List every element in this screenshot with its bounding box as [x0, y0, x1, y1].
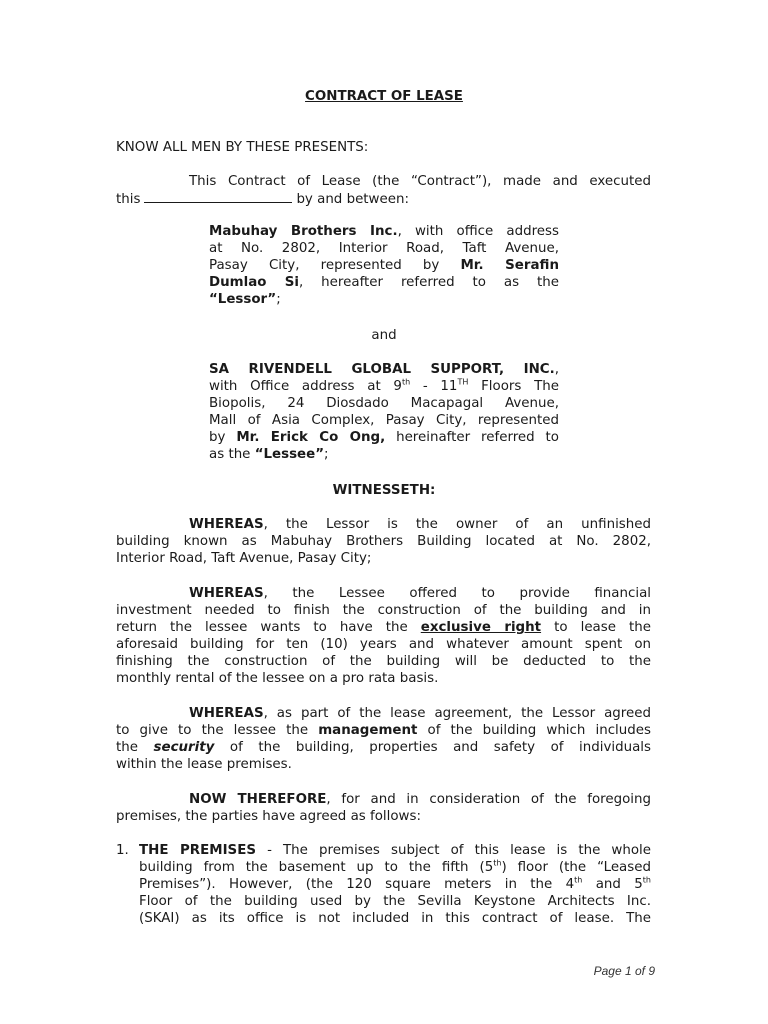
lessor-role: “Lessor” — [209, 292, 277, 307]
opening-line-1: This Contract of Lease (the “Contract”), made and executed — [189, 174, 651, 189]
whereas-3: WHEREAS, as part of the lease agreement, the Lessor agreed to give to the lessee the management of the building which includes the security of the building, properties and safety of individuals within the lease premises. — [116, 706, 652, 772]
exclusive-right-emphasis: exclusive right — [420, 620, 542, 635]
lessee-line-4: Mall of Asia Complex, Pasay City, represented — [209, 413, 559, 428]
opening-this: this — [116, 192, 141, 207]
lessee-line-6: as the “Lessee”; — [209, 447, 329, 462]
lessor-line-5: “Lessor”; — [209, 292, 281, 307]
lessor-line-3: Pasay City, represented by Mr. Serafin — [209, 258, 559, 273]
item-1-number: 1. — [116, 843, 129, 858]
lessee-line-1: SA RIVENDELL GLOBAL SUPPORT, INC., — [209, 362, 559, 377]
lessor-line-4: Dumlao Si, hereafter referred to as the — [209, 275, 559, 290]
document-title: CONTRACT OF LEASE — [305, 89, 463, 104]
and-connector: and — [371, 328, 397, 343]
lessee-name: SA RIVENDELL GLOBAL SUPPORT, INC. — [209, 362, 555, 377]
whereas-2-keyword: WHEREAS — [189, 586, 264, 601]
premises-keyword: THE PREMISES — [139, 843, 256, 858]
lessee-rep: Mr. Erick Co Ong, — [236, 430, 386, 445]
whereas-1-keyword: WHEREAS — [189, 517, 264, 532]
lessor-rep-2: Dumlao Si — [209, 275, 299, 290]
lessor-name: Mabuhay Brothers Inc. — [209, 224, 398, 239]
now-therefore-keyword: NOW THEREFORE — [189, 792, 327, 807]
lessee-line-3: Biopolis, 24 Diosdado Macapagal Avenue, — [209, 396, 559, 411]
opening-line-2 — [116, 190, 651, 208]
lessee-block — [209, 361, 559, 463]
lessor-rep-1: Mr. Serafin — [460, 258, 559, 273]
lessor-line-1: Mabuhay Brothers Inc., with office address — [209, 224, 559, 239]
whereas-2: WHEREAS, the Lessee offered to provide financial investment needed to finish the construction of the building and in return the lessee wants to have the exclusive right to lease the aforesaid building for ten (10) years and whatever amount spent on finishing the construction of the building will be deducted to the monthly rental of the lessee on a pro rata basis. — [116, 586, 651, 686]
lessee-role: “Lessee” — [254, 447, 325, 462]
now-therefore-paragraph: NOW THEREFORE, for and in consideration of the foregoing premises, the parties have agreed as follows: — [116, 792, 651, 824]
management-emphasis: management — [318, 723, 418, 738]
whereas-3-keyword: WHEREAS — [189, 706, 264, 721]
whereas-1: WHEREAS, the Lessor is the owner of an unfinished building known as Mabuhay Brothers Building located at No. 2802, Interior Road, Taft Avenue, Pasay City; — [116, 517, 651, 566]
opening-between: by and between: — [296, 192, 409, 207]
date-blank — [144, 190, 292, 203]
item-1-premises: THE PREMISES - The premises subject of this lease is the whole building from the basement up to the fifth (5th) floor (the “Leased Premises”). However, (the 120 square meters in the 4th and 5th Floor of the building used by the Sevilla Keystone Architects Inc. (SKAI) as its office is not included in this contract of lease. The — [139, 843, 651, 926]
witnesseth-heading: WITNESSETH: — [332, 483, 436, 498]
page-number: Page 1 of 9 — [593, 964, 655, 978]
lessor-line-2: at No. 2802, Interior Road, Taft Avenue, — [209, 241, 559, 256]
lessee-line-2: with Office address at 9th - 11TH Floors The — [209, 377, 559, 394]
intro-line: KNOW ALL MEN BY THESE PRESENTS: — [116, 140, 369, 155]
opening-paragraph — [116, 173, 651, 208]
security-emphasis: security — [153, 740, 215, 755]
lessee-line-5: by Mr. Erick Co Ong, hereinafter referred to — [209, 430, 560, 445]
lessor-block — [209, 223, 559, 308]
